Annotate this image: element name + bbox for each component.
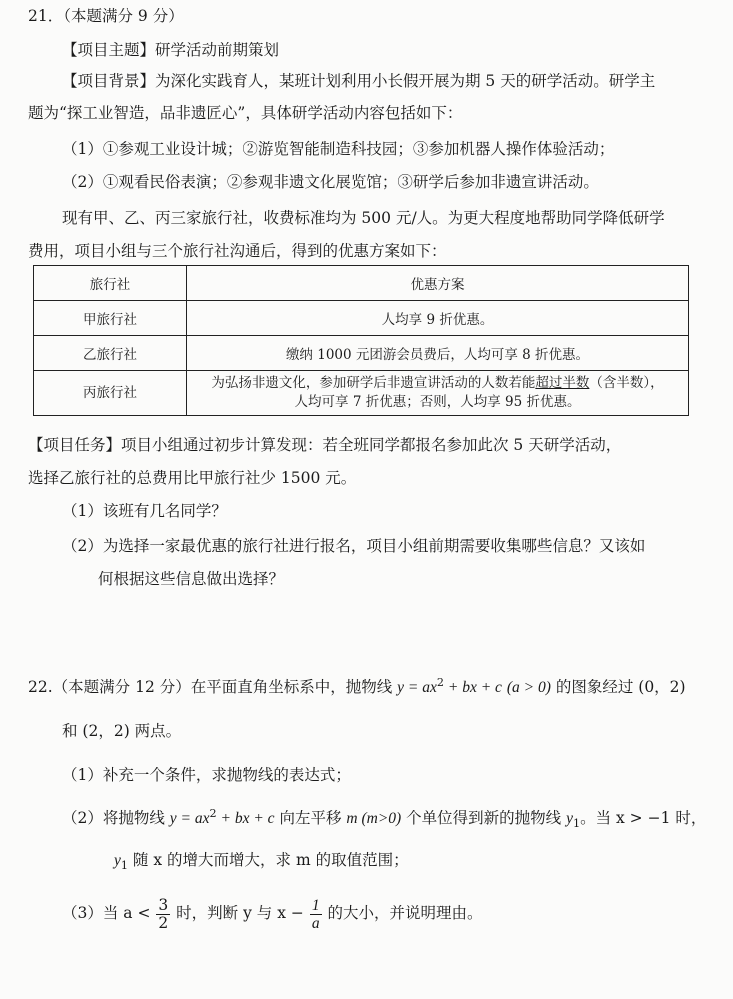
q22-part2-mid: 向左平移: [274, 809, 347, 827]
q22-part2-line1: [62, 808, 706, 829]
q22-part3: [62, 893, 483, 933]
table-row: [34, 371, 689, 416]
offer-bing: [187, 371, 689, 416]
q21-question2-line1: （2）为选择一家最优惠的旅行社进行报名，项目小组前期需要收集哪些信息？又该如: [62, 537, 646, 555]
q21-question2-line2: 何根据这些信息做出选择？: [98, 570, 285, 588]
q22-part2-pre: （2）将抛物线: [62, 809, 170, 827]
q22-header: [28, 677, 686, 698]
q21-header: 21．（本题满分 9 分）: [28, 7, 184, 25]
q22-eq-ax: = ax: [404, 679, 437, 696]
q21-background-line1: 【项目背景】为深化实践育人，某班计划利用小长假开展为期 5 天的研学活动。研学主: [62, 72, 656, 90]
q22-header-text: 22.（本题满分 12 分）在平面直角坐标系中，抛物线: [28, 678, 398, 696]
fraction-one-over-a: [310, 897, 322, 932]
fraction-numerator-2: 1: [311, 896, 320, 914]
q22-part3-end: 的大小，并说明理由。: [322, 904, 483, 922]
offer-jia: 人均享 9 折优惠。: [187, 301, 689, 336]
q22-part2-line2: [114, 850, 409, 871]
q21-intro-line1: 现有甲、乙、丙三家旅行社，收费标准均为 500 元/人。为更大程度地帮助同学降低研学: [62, 209, 665, 227]
q21-intro-line2: 费用，项目小组与三个旅行社沟通后，得到的优惠方案如下：: [28, 242, 447, 260]
q22-part2-m: m (m>0): [346, 810, 402, 827]
q21-theme: 【项目主题】研学活动前期策划: [62, 41, 280, 59]
q22-part3-pre: （3）当 a <: [62, 904, 156, 922]
column-offer: 优惠方案: [187, 266, 689, 301]
offer-bing-part-a: 为弘扬非遗文化，参加研学后非遗宣讲活动的人数若能: [211, 375, 536, 391]
agency-yi: 乙旅行社: [34, 336, 187, 371]
offers-table-header-row: [34, 266, 689, 301]
q22-part2-end: 。当 x > −1 时，: [580, 809, 707, 827]
agency-jia: 甲旅行社: [34, 301, 187, 336]
q21-task-line2: 选择乙旅行社的总费用比甲旅行社少 1500 元。: [28, 469, 357, 487]
q22-part1: （1）补充一个条件，求抛物线的表达式；: [62, 766, 351, 784]
q22-part3-mid: 时，判断 y 与 x −: [171, 904, 309, 922]
offer-yi: 缴纳 1000 元团游会员费后，人均可享 8 折优惠。: [187, 336, 689, 371]
q22-part2-post: 个单位得到新的抛物线: [401, 809, 567, 827]
q22-part2-line2-text: 随 x 的增大而增大，求 m 的取值范围；: [128, 851, 409, 869]
q21-item2: （2）①观看民俗表演；②参观非遗文化展览馆；③研学后参加非遗宣讲活动。: [62, 173, 599, 191]
q22-condition: (a > 0): [506, 679, 551, 696]
fraction-three-halves: [156, 897, 170, 932]
fraction-numerator: 3: [158, 895, 169, 914]
q22-part2-square: 2: [209, 806, 217, 820]
q22-line2: 和 (2，2) 两点。: [62, 722, 182, 740]
q22-part2-eq: y = ax: [169, 810, 210, 827]
offer-bing-underlined: 超过半数: [535, 375, 590, 391]
q22-eq-rest: + bx + c: [444, 679, 502, 696]
table-row: [34, 336, 689, 371]
offer-bing-line2: 人均可享 7 折优惠；否则，人均享 95 折优惠。: [294, 394, 581, 410]
offers-table: [33, 265, 689, 416]
table-row: [34, 301, 689, 336]
q21-question1: （1）该班有几名同学？: [62, 502, 227, 520]
q21-task-line1: 【项目任务】项目小组通过初步计算发现：若全班同学都报名参加此次 5 天研学活动，: [28, 436, 622, 454]
q22-header-after: 的图象经过 (0，2): [550, 678, 686, 696]
fraction-denominator-2: a: [311, 914, 320, 932]
q22-part2-eq2: + bx + c: [216, 810, 275, 827]
q21-background-line2: 题为“探工业智造，品非遗匠心”，具体研学活动内容包括如下：: [28, 104, 463, 122]
column-agency: 旅行社: [34, 266, 187, 301]
q22-part2-y: y: [114, 852, 121, 869]
q22-part2-sub1b: 1: [120, 859, 128, 873]
fraction-denominator: 2: [158, 913, 169, 932]
q22-eq-y: y: [397, 679, 405, 696]
offer-bing-part-b: （含半数），: [589, 375, 664, 391]
q22-part2-y1: y: [566, 810, 573, 827]
q21-item1: （1）①参观工业设计城；②游览智能制造科技园；③参加机器人操作体验活动；: [62, 140, 615, 158]
q22-part2-sub1: 1: [572, 817, 581, 831]
q22-eq-square: 2: [436, 675, 444, 689]
agency-bing: 丙旅行社: [34, 371, 187, 416]
